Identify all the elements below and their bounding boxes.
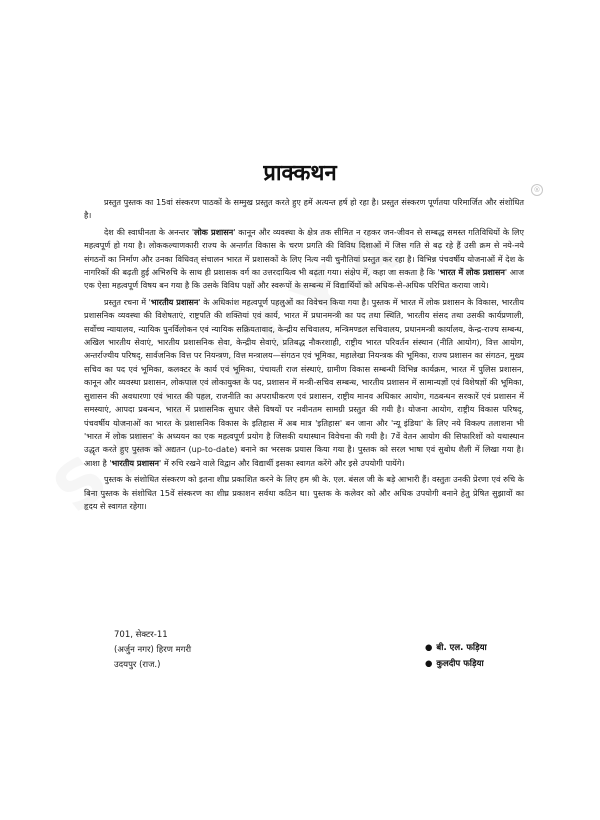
- address-block: [114, 628, 191, 673]
- paragraph-text: देश की स्वाधीनता के अनन्तर ': [104, 226, 195, 237]
- address-line: उदयपुर (राज.): [114, 660, 161, 670]
- address-line: (अर्जुन नगर) हिरण मगरी: [114, 645, 192, 655]
- author-name: बी. एल. फड़िया: [436, 643, 487, 653]
- emphasized-term: भारत में लोक प्रशासन: [439, 267, 505, 278]
- paragraph-text: प्रस्तुत रचना में ': [104, 296, 151, 307]
- preface-paragraph: [84, 296, 524, 470]
- bullet-icon: ●: [425, 659, 433, 669]
- author-entry: [425, 640, 487, 656]
- paragraph-text: प्रस्तुत पुस्तक का 15वां संस्करण पाठकों के सम्मुख प्रस्तुत करते हुए हमें अत्यन्त हर्ष हो रहा है। प्रस्तुत संस्करण पूर्णतया परिमार्जित और संशोधित है।: [84, 197, 524, 221]
- authors-block: [425, 640, 487, 672]
- preface-body: [84, 196, 524, 516]
- paragraph-text: ' कानून और व्यवस्था के क्षेत्र तक सीमित न रहकर जन-जीवन से सम्बद्ध समस्त गतिविधियों के लिए महत्वपूर्ण हो गया है। लोककल्याणकारी राज्य के अन्तर्गत विकास के चरण प्रगति की विविध दिशाओं में जिस गति से बढ़ रहे हैं उसी क्रम से नये-नये संगठनों का निर्माण और उनका विधिवत् संचालन भारत में प्रशासकों के लिए नित्य नयी चुनौतियां प्रस्तुत कर रहा है। विभिन्न पंचवर्षीय योजनाओं में देश के नागरिकों की बढ़ती हुई अभिरुचि के साथ ही प्रशासक वर्ग का उत्तरदायित्व भी बढ़ता गया। संक्षेप में, कहा जा सकता है कि ': [84, 226, 524, 278]
- paragraph-text: ' के अधिकांश महत्वपूर्ण पहलुओं का विवेचन किया गया है। पुस्तक में भारत में लोक प्रशासन के विकास, भारतीय प्रशासनिक व्यवस्था की विशेषताएं, राष्ट्रपति की शक्तियां एवं कार्य, भारत में प्रधानमन्त्री का पद तथा स्थिति, भारतीय संसद तथा उसकी कार्यप्रणाली, सर्वोच्च न्यायालय, न्यायिक पुनर्विलोकन एवं न्यायिक सक्रियतावाद, केन्द्रीय सचिवालय, मन्त्रिमण्डल सचिवालय, प्रधानमन्त्री कार्यालय, केन्द्र-राज्य सम्बन्ध, अखिल भारतीय सेवाएं, भारतीय प्रशासनिक सेवा, केन्द्रीय सेवाएं, प्रतिबद्ध नौकरशाही, राष्ट्रीय भारत परिवर्तन संस्थान (नीति आयोग), वित्त आयोग, अन्तर्राज्यीय परिषद्, सार्वजनिक वित्त पर नियन्त्रण, वित्त मन्त्रालय—संगठन एवं भूमिका, महालेखा नियन्त्रक की भूमिका, राज्य प्रशासन का संगठन, मुख्य सचिव का पद एवं भूमिका, कलक्टर के कार्य एवं भूमिका, पंचायती राज संस्थाएं, ग्रामीण विकास सम्बन्धी विभिन्न कार्यक्रम, भारत में पुलिस प्रशासन, कानून और व्यवस्था प्रशासन, लोकपाल एवं लोकायुक्त के पद, प्रशासन में मन्त्री-सचिव सम्बन्ध, भारतीय प्रशासन में सामान्यज्ञों एवं विशेषज्ञों की भूमिका, सुशासन की अवधारणा एवं भारत की पहल, राजनीति का अपराधीकरण एवं प्रशासन, राष्ट्रीय मानव अधिकार आयोग, गठबन्धन सरकारें एवं प्रशासन में समस्याएं, आपदा प्रबन्धन, भारत में प्रशासनिक सुधार जैसे विषयों पर नवीनतम सामग्री प्रस्तुत की गयी है। योजना आयोग, राष्ट्रीय विकास परिषद्, पंचवर्षीय योजनाओं का भारत के प्रशासनिक विकास के इतिहास में अब मात्र 'इतिहास' बन जाना और 'न्यू इंडिया' के लिए नये विकल्प तलाशना भी 'भारत में लोक प्रशासन' के अध्ययन का एक महत्वपूर्ण प्रयोग है जिसकी यथास्थान विवेचना की गयी है। 7वें वेतन आयोग की सिफारिशों को यथास्थान उद्धृत करते हुए पुस्तक को अद्यतन (up-to-date) बनाने का भरसक प्रयास किया गया है। पुस्तक को सरल भाषा एवं सुबोध शैली में लिखा गया है। आशा है ': [84, 296, 524, 468]
- emphasized-term: भारतीय प्रशासन: [111, 457, 160, 468]
- registered-mark-icon: ®: [531, 184, 543, 196]
- paragraph-text: ' आज एक ऐसा महत्वपूर्ण विषय बन गया है कि उसके विविध पक्षों और स्वरूपों के सम्बन्ध में विद्यार्थियों को अधिक-से-अधिक परिचित कराया जाये।: [84, 267, 524, 291]
- address-line: 701, सेक्टर-11: [114, 630, 168, 640]
- page-title: प्राक्कथन: [263, 161, 337, 186]
- paragraph-text: ' में रुचि रखने वाले विद्वान और विद्यार्थी इसका स्वागत करेंगे और इसे उपयोगी पायेंगे।: [159, 457, 405, 468]
- emphasized-term: भारतीय प्रशासन: [150, 296, 199, 307]
- author-entry: [425, 656, 487, 672]
- preface-paragraph: [84, 196, 524, 223]
- emphasized-term: लोक प्रशासन: [194, 226, 234, 237]
- paragraph-text: पुस्तक के संशोधित संस्करण को इतना शीघ्र प्रकाशित करने के लिए हम श्री के. एल. बंसल जी के बड़े आभारी हैं। वस्तुतः उनकी प्रेरणा एवं रुचि के बिना पुस्तक के संशोधित 15वें संस्करण का शीघ्र प्रकाशन सर्वथा कठिन था। पुस्तक के कलेवर को और अधिक उपयोगी बनाने हेतु प्रेषित सुझावों का हृदय से स्वागत रहेगा।: [84, 474, 524, 511]
- preface-paragraph: [84, 226, 524, 293]
- bullet-icon: ●: [425, 643, 433, 653]
- author-name: कुलदीप फड़िया: [436, 659, 484, 669]
- preface-paragraph: [84, 473, 524, 513]
